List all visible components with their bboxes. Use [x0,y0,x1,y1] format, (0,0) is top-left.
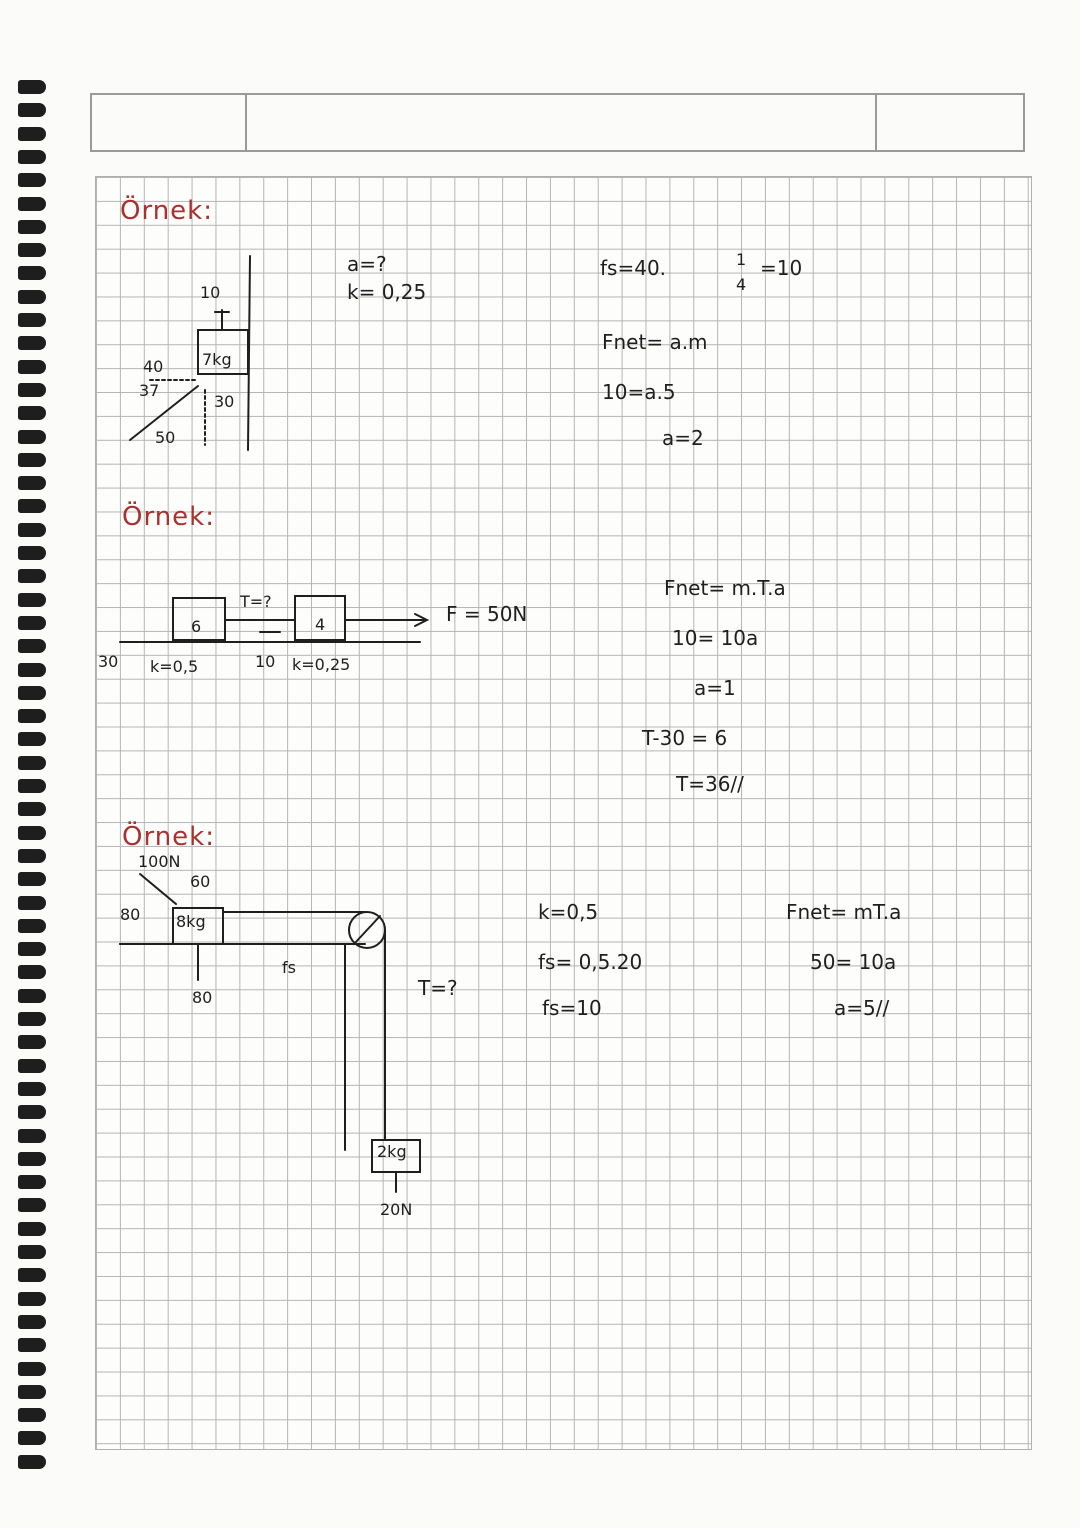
example1-frac-num: 1 [736,250,747,269]
binding-coil [18,523,46,537]
example1-result: a=2 [662,426,704,450]
example1-given-k: k= 0,25 [347,280,427,304]
binding-coil [18,1129,46,1143]
binding-coil [18,1338,46,1352]
binding-coil [18,1175,46,1189]
example2-k-left: k=0,5 [150,657,199,676]
example3-friction: fs [282,958,296,977]
example2-eq2: 10= 10a [672,626,759,650]
example2-tension: T=? [240,592,272,611]
binding-coil [18,266,46,280]
binding-coil [18,243,46,257]
binding-coil [18,453,46,467]
example2-mass-left: 6 [191,617,202,636]
binding-coil [18,1385,46,1399]
binding-coil [18,1105,46,1119]
example3-horizontal: 80 [120,905,141,924]
binding-coil [18,1059,46,1073]
example2-tension-eq: T-30 = 6 [642,726,728,750]
binding-coil [18,942,46,956]
example2-friction-left: 30 [98,652,119,671]
binding-coil [18,546,46,560]
binding-coil [18,1362,46,1376]
example1-fnet: Fnet= a.m [602,330,708,354]
binding-coil [18,639,46,653]
binding-coil [18,732,46,746]
example1-fs: fs=40. [600,256,667,280]
binding-coil [18,1035,46,1049]
example1-title: Örnek: [120,196,213,226]
binding-coil [18,173,46,187]
binding-coil [18,569,46,583]
example1-frac-den: 4 [736,275,747,294]
example3-hanging-mass: 2kg [377,1142,407,1161]
binding-coil [18,197,46,211]
binding-coil [18,686,46,700]
spiral-binding [0,70,60,1470]
example3-hanging-weight: 20N [380,1200,413,1219]
example3-title: Örnek: [122,822,215,852]
binding-coil [18,849,46,863]
binding-coil [18,1198,46,1212]
binding-coil [18,593,46,607]
binding-coil [18,1012,46,1026]
example2-tension-result: T=36// [676,772,744,796]
binding-coil [18,1455,46,1469]
binding-coil [18,313,46,327]
example3-mass: 8kg [176,912,206,931]
binding-coil [18,965,46,979]
binding-coil [18,80,46,94]
binding-coil [18,896,46,910]
binding-coil [18,1152,46,1166]
example1-right-force: 30 [214,392,235,411]
grid-paper [95,176,1032,1450]
binding-coil [18,220,46,234]
binding-coil [18,1222,46,1236]
binding-coil [18,1292,46,1306]
example1-angle: 37 [139,381,160,400]
binding-coil [18,1408,46,1422]
binding-coil [18,709,46,723]
binding-coil [18,360,46,374]
example2-mass-right: 4 [315,615,326,634]
binding-coil [18,476,46,490]
binding-coil [18,826,46,840]
example1-mass: 7kg [202,350,232,369]
example3-result: a=5// [834,996,890,1020]
example3-weight: 80 [192,988,213,1007]
binding-coil [18,663,46,677]
binding-coil [18,1082,46,1096]
binding-coil [18,1315,46,1329]
example1-given-a: a=? [347,252,387,276]
binding-coil [18,290,46,304]
example2-friction-right: 10 [255,652,276,671]
example1-hyp-force: 50 [155,428,176,447]
example1-fs-result: =10 [760,256,803,280]
example1-angled-force: 40 [143,357,164,376]
header-cell [92,95,247,150]
example2-force: F = 50N [446,602,528,626]
binding-coil [18,430,46,444]
header-cell [245,95,877,150]
example3-fs-result: fs=10 [542,996,602,1020]
binding-coil [18,150,46,164]
example3-fs-eq: fs= 0,5.20 [538,950,643,974]
binding-coil [18,919,46,933]
example1-top-force: 10 [200,283,221,302]
binding-coil [18,499,46,513]
binding-coil [18,383,46,397]
example2-a: a=1 [694,676,736,700]
example2-title: Örnek: [122,502,215,532]
binding-coil [18,802,46,816]
binding-coil [18,756,46,770]
binding-coil [18,336,46,350]
example3-tension: T=? [418,976,458,1000]
binding-coil [18,406,46,420]
header-table [90,93,1025,152]
binding-coil [18,1431,46,1445]
example1-eq2: 10=a.5 [602,380,676,404]
example3-fnet: Fnet= mT.a [786,900,902,924]
binding-coil [18,989,46,1003]
example3-k: k=0,5 [538,900,599,924]
binding-coil [18,779,46,793]
example2-k-right: k=0,25 [292,655,351,674]
binding-coil [18,103,46,117]
example3-vertical: 60 [190,872,211,891]
binding-coil [18,1245,46,1259]
binding-coil [18,1268,46,1282]
binding-coil [18,616,46,630]
example3-force: 100N [138,852,181,871]
binding-coil [18,127,46,141]
binding-coil [18,872,46,886]
example3-eq2: 50= 10a [810,950,897,974]
example2-fnet: Fnet= m.T.a [664,576,786,600]
